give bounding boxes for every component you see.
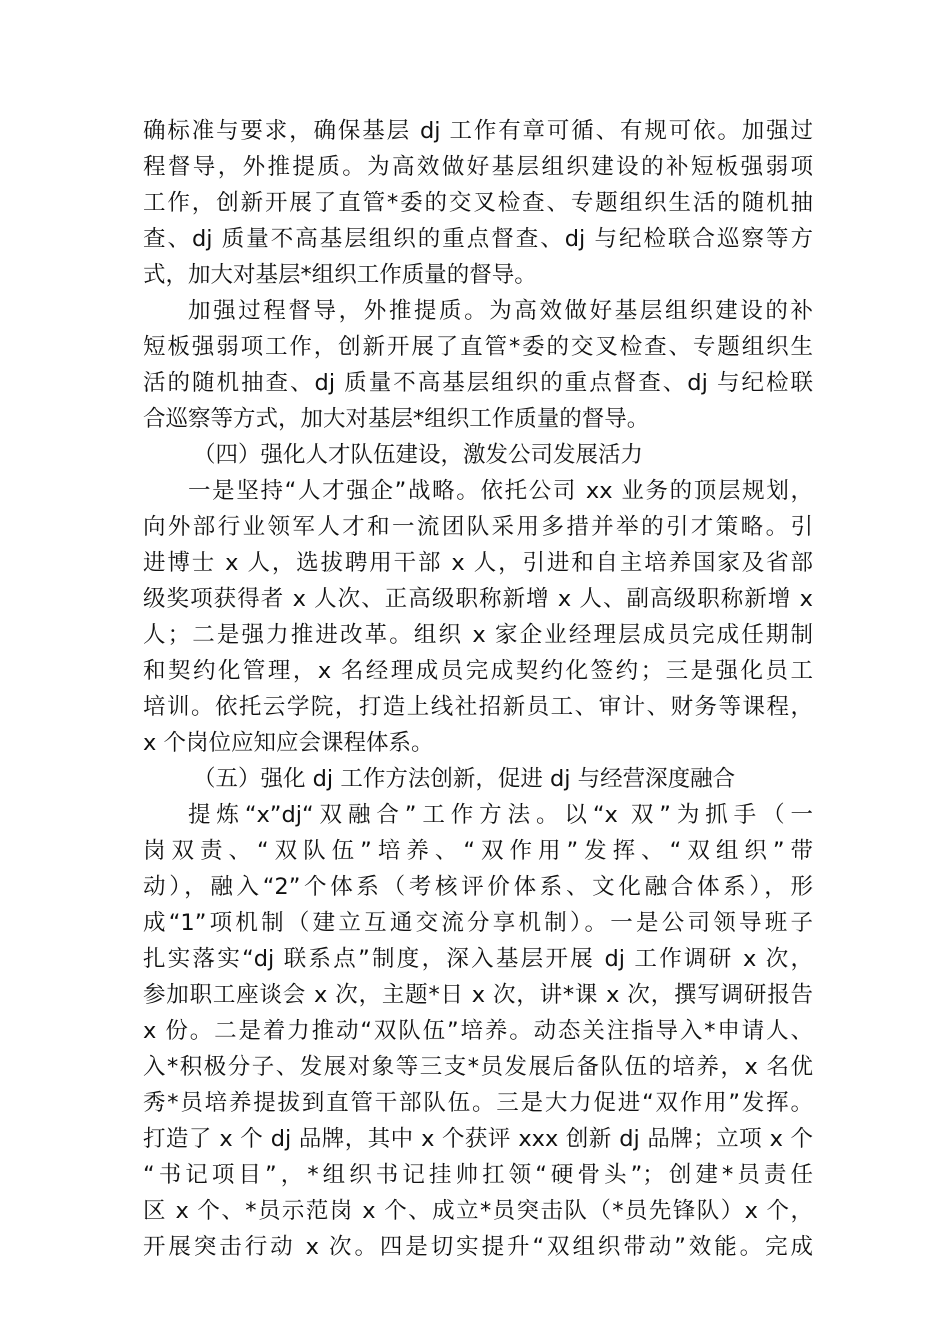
text-line: 工作，创新开展了直管*委的交叉检查、专题组织生活的随机抽 [143, 190, 813, 216]
text-line: 秀*员培养提拔到直管干部队伍。三是大力促进“双作用”发挥。 [143, 1090, 813, 1116]
text-line: 级奖项获得者 x 人次、正高级职称新增 x 人、副高级职称新增 x [143, 586, 813, 612]
text-line: 入*积极分子、发展对象等三支*员发展后备队伍的培养，x 名优 [143, 1054, 813, 1080]
text-line: 人；二是强力推进改革。组织 x 家企业经理层成员完成任期制 [143, 622, 813, 648]
text-line: 查、dj 质量不高基层组织的重点督查、dj 与纪检联合巡察等方 [143, 226, 813, 252]
text-line: 扎实落实“dj 联系点”制度，深入基层开展 dj 工作调研 x 次， [143, 946, 813, 972]
text-line: 活的随机抽查、dj 质量不高基层组织的重点督查、dj 与纪检联 [143, 370, 813, 396]
text-line: 培训。依托云学院，打造上线社招新员工、审计、财务等课程， [143, 694, 813, 720]
text-line: 短板强弱项工作，创新开展了直管*委的交叉检查、专题组织生 [143, 334, 813, 360]
body-paragraph [143, 113, 813, 293]
body-paragraph [143, 293, 813, 437]
text-line: 开展突击行动 x 次。四是切实提升“双组织带动”效能。完成 [143, 1234, 813, 1260]
text-line: 向外部行业领军人才和一流团队采用多措并举的引才策略。引 [143, 514, 813, 540]
text-line: 合巡察等方式，加大对基层*组织工作质量的督导。 [143, 406, 650, 432]
text-line: 区 x 个、*员示范岗 x 个、成立*员突击队（*员先锋队）x 个， [143, 1198, 813, 1224]
body-paragraph [143, 797, 813, 1265]
body-paragraph [143, 473, 813, 761]
text-line: 和契约化管理，x 名经理成员完成契约化签约；三是强化员工 [143, 658, 813, 684]
text-line: x 个岗位应知应会课程体系。 [143, 730, 434, 756]
text-line: x 份。二是着力推动“双队伍”培养。动态关注指导入*申请人、 [143, 1018, 813, 1044]
text-line: 式，加大对基层*组织工作质量的督导。 [143, 262, 537, 288]
text-line: 加强过程督导，外推提质。为高效做好基层组织建设的补 [188, 298, 813, 324]
text-line: 提炼“x”dj“双融合”工作方法。以“x 双”为抓手（一 [188, 802, 813, 828]
text-line: 确标准与要求，确保基层 dj 工作有章可循、有规可依。加强过 [143, 118, 813, 144]
text-line: 打造了 x 个 dj 品牌，其中 x 个获评 xxx 创新 dj 品牌；立项 x 个 [143, 1126, 813, 1152]
document-body [143, 113, 813, 1265]
text-line: 参加职工座谈会 x 次，主题*日 x 次，讲*课 x 次，撰写调研报告 [143, 982, 813, 1008]
text-line: 岗双责、“双队伍”培养、“双作用”发挥、“双组织”带 [143, 838, 813, 864]
heading-text: （四）强化人才队伍建设，激发公司发展活力 [193, 442, 644, 468]
section-heading [143, 761, 813, 797]
text-line: 动），融入“2”个体系（考核评价体系、文化融合体系），形 [143, 874, 813, 900]
text-line: 一是坚持“人才强企”战略。依托公司 xx 业务的顶层规划， [188, 478, 813, 504]
heading-text: （五）强化 dj 工作方法创新，促进 dj 与经营深度融合 [193, 766, 736, 792]
text-line: 进博士 x 人，选拔聘用干部 x 人，引进和自主培养国家及省部 [143, 550, 813, 576]
text-line: 程督导，外推提质。为高效做好基层组织建设的补短板强弱项 [143, 154, 813, 180]
section-heading [143, 437, 813, 473]
text-line: “书记项目”，*组织书记挂帅扛领“硬骨头”；创建*员责任 [143, 1162, 813, 1188]
text-line: 成“1”项机制（建立互通交流分享机制）。一是公司领导班子 [143, 910, 813, 936]
